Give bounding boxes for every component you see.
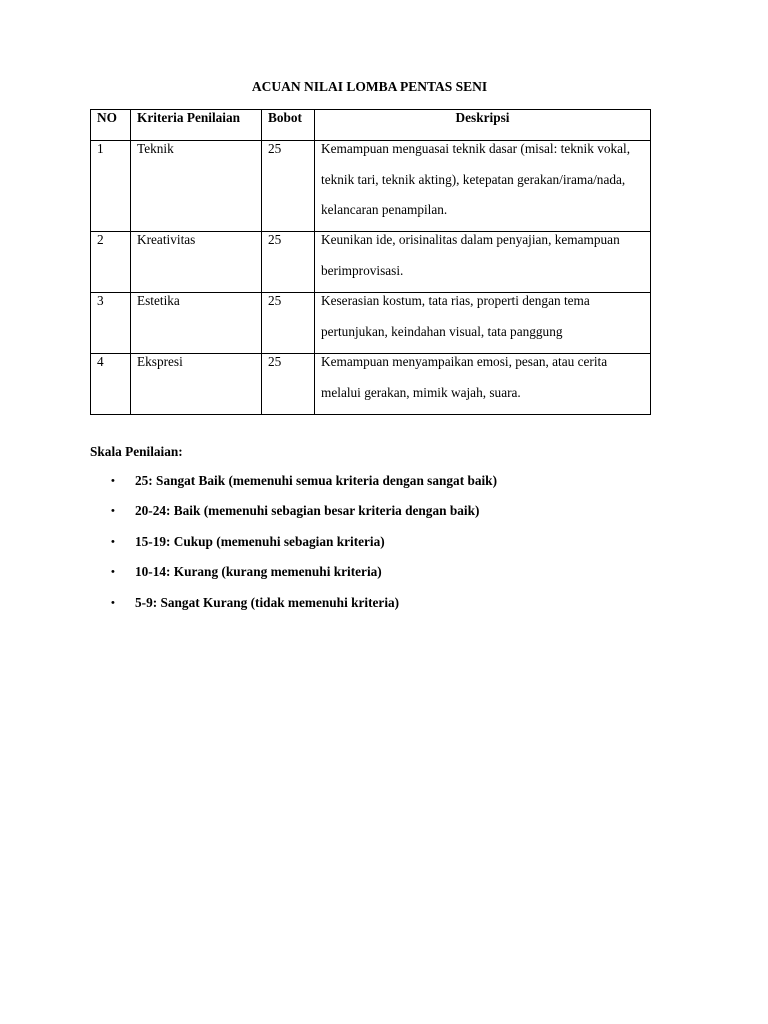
bullet-icon: • xyxy=(111,535,115,548)
cell-description: Kemampuan menyampaikan emosi, pesan, atau cerita melalui gerakan, mimik wajah, suara. xyxy=(315,354,651,415)
list-item xyxy=(90,503,690,533)
cell-weight: 25 xyxy=(262,141,315,232)
cell-weight: 25 xyxy=(262,354,315,415)
document-title: ACUAN NILAI LOMBA PENTAS SENI xyxy=(251,79,488,94)
cell-no: 1 xyxy=(91,141,131,232)
cell-description: Keunikan ide, orisinalitas dalam penyajian, kemampuan berimprovisasi. xyxy=(315,232,651,293)
header-weight: Bobot xyxy=(262,110,315,141)
list-item xyxy=(90,564,690,594)
cell-no: 2 xyxy=(91,232,131,293)
scale-title: Skala Penilaian: xyxy=(90,444,183,459)
cell-weight: 25 xyxy=(262,232,315,293)
cell-description: Kemampuan menguasai teknik dasar (misal: teknik vokal, teknik tari, teknik akting), ketepatan gerakan/irama/nada, kelancaran penampilan. xyxy=(315,141,651,232)
cell-criteria: Ekspresi xyxy=(131,354,262,415)
cell-no: 4 xyxy=(91,354,131,415)
bullet-icon: • xyxy=(111,505,115,518)
bullet-icon: • xyxy=(111,475,115,487)
table-row xyxy=(91,141,651,232)
table-row xyxy=(91,293,651,354)
cell-criteria: Kreativitas xyxy=(131,232,262,293)
list-item xyxy=(90,473,690,503)
cell-criteria: Estetika xyxy=(131,293,262,354)
bullet-icon: • xyxy=(111,566,115,579)
criteria-table xyxy=(90,109,651,415)
scale-list xyxy=(90,473,690,625)
cell-criteria: Teknik xyxy=(131,141,262,232)
scale-item-text: 25: Sangat Baik (memenuhi semua kriteria dengan sangat baik) xyxy=(135,473,498,488)
table-row xyxy=(91,354,651,415)
header-description: Deskripsi xyxy=(315,110,651,141)
cell-weight: 25 xyxy=(262,293,315,354)
scale-item-text: 20-24: Baik (memenuhi sebagian besar kriteria dengan baik) xyxy=(135,503,480,519)
scale-item-text: 5-9: Sangat Kurang (tidak memenuhi kriteria) xyxy=(135,594,400,610)
list-item xyxy=(90,534,690,564)
table-row xyxy=(91,232,651,293)
list-item xyxy=(90,595,690,625)
header-no: NO xyxy=(91,110,131,141)
bullet-icon: • xyxy=(111,596,115,609)
cell-no: 3 xyxy=(91,293,131,354)
cell-description: Keserasian kostum, tata rias, properti dengan tema pertunjukan, keindahan visual, tata panggung xyxy=(315,293,651,354)
header-criteria: Kriteria Penilaian xyxy=(131,110,262,141)
scale-item-text: 10-14: Kurang (kurang memenuhi kriteria) xyxy=(135,564,382,580)
scale-item-text: 15-19: Cukup (memenuhi sebagian kriteria) xyxy=(135,533,385,549)
